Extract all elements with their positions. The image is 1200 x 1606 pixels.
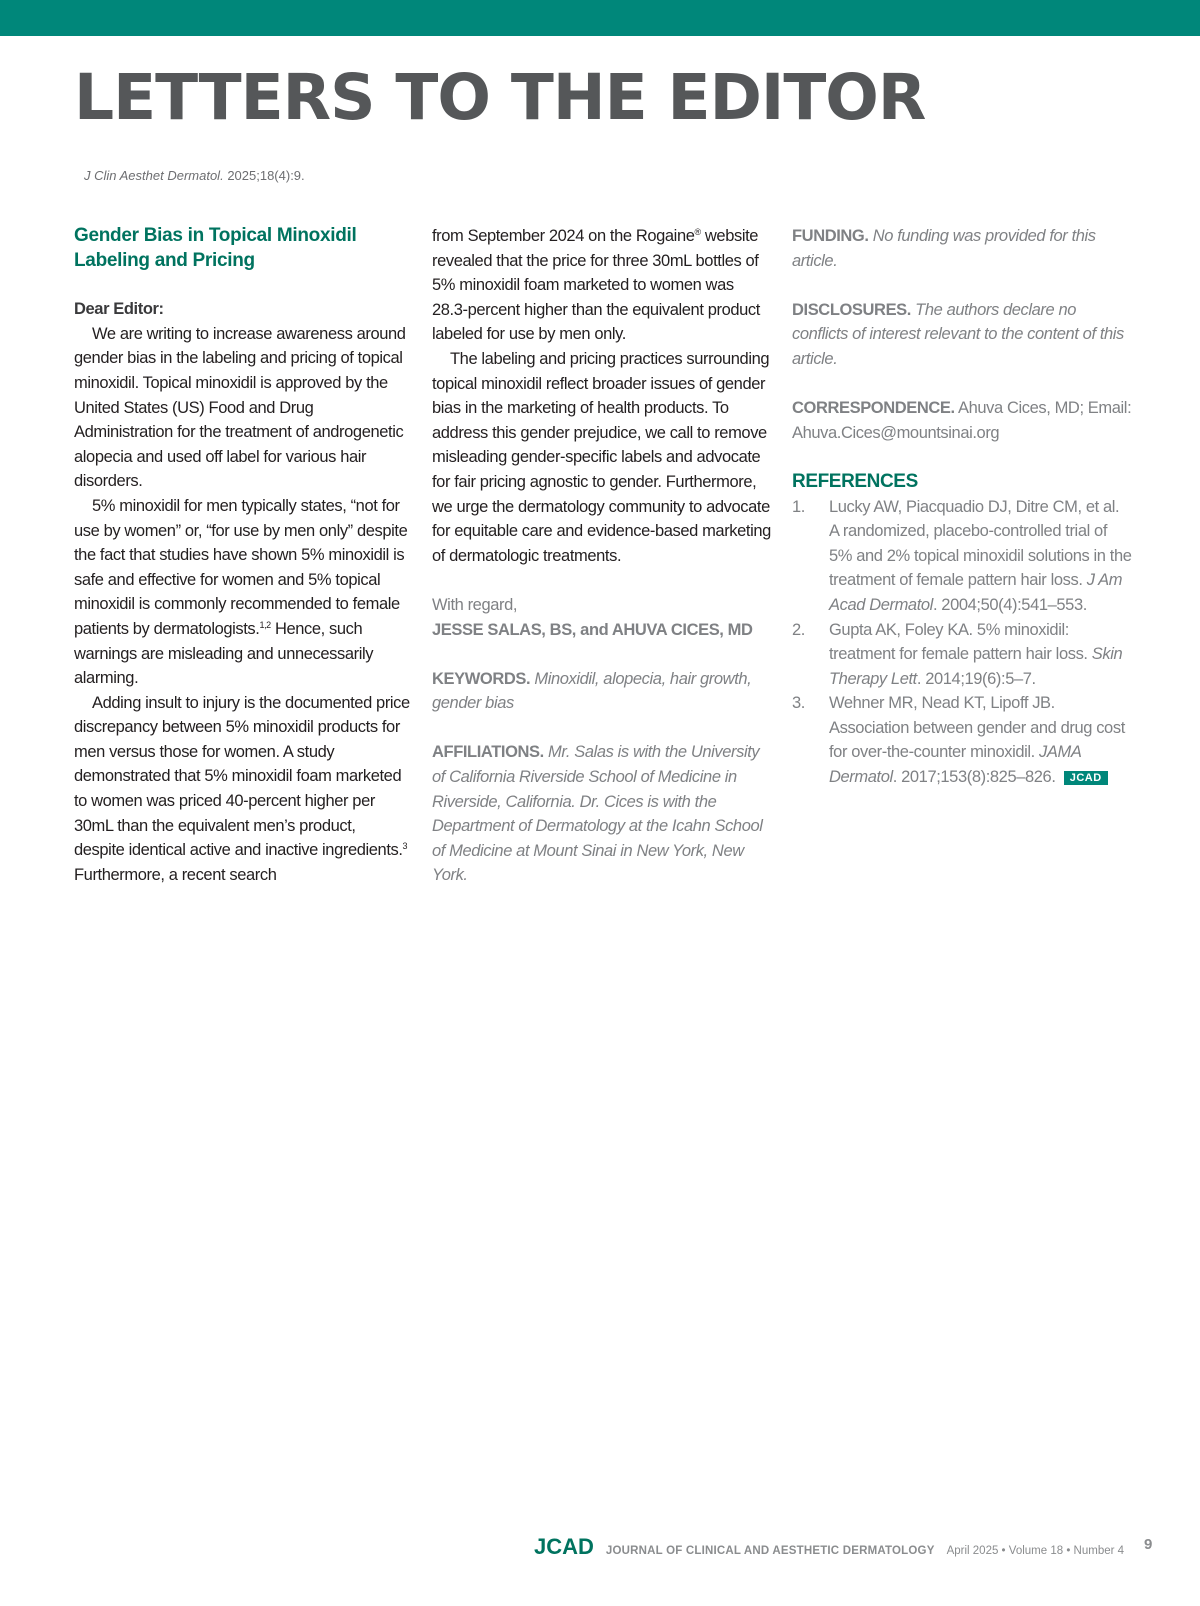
disclosures [792, 298, 1132, 372]
column-3 [792, 224, 1132, 790]
correspondence-label: CORRESPONDENCE. [792, 399, 955, 418]
reference-journal: J Am Acad Dermatol [829, 571, 1123, 614]
affiliations-text: Mr. Salas is with the University of California Riverside School of Medicine in Riverside, California. Dr. Cices is with the Department of Dermatology at the Icahn School of Medicine at Mount Sinai in New York, New York. [432, 743, 763, 885]
keywords [432, 667, 772, 716]
reference-item [792, 618, 1132, 692]
salutation: Dear Editor: [74, 300, 164, 319]
footer [534, 1534, 1124, 1560]
citation [84, 168, 305, 183]
top-accent-bar [0, 0, 1200, 36]
paragraph-2-text-end: Hence, such warnings are misleading and unnecessarily alarming. [74, 619, 374, 688]
footer-journal-name: JOURNAL OF CLINICAL AND AESTHETIC DERMATOLOGY [605, 1545, 935, 1557]
closing: With regard, [432, 595, 518, 614]
citation-journal: J Clin Aesthet Dermatol. [84, 168, 224, 183]
disclosures-label: DISCLOSURES. [792, 300, 911, 319]
funding-label: FUNDING. [792, 227, 869, 245]
paragraph-3-text: Adding insult to injury is the documented price discrepancy between 5% minoxidil products for men versus those for women. A study demonstrated that 5% minoxidil foam marketed to women was priced 40-percent higher per 30mL than the equivalent men’s product, despite identical active and inactive ingredients. [74, 693, 410, 860]
reference-journal: JAMA Dermatol [829, 743, 1081, 787]
citation-superscript: 1,2 [259, 619, 271, 630]
affiliations [432, 740, 772, 888]
paragraph-3-continued-text: from September 2024 on the Rogaine [432, 227, 695, 245]
page-number: 9 [1144, 1536, 1153, 1553]
paragraph-3-text-end: Furthermore, a recent search [74, 865, 277, 884]
paragraph-3-continued-text-end: website revealed that the price for three 30mL bottles of 5% minoxidil foam marketed to women was 28.3-percent higher than the equivalent product labeled for use by men only. [432, 227, 760, 344]
signers: JESSE SALAS, BS, and AHUVA CICES, MD [432, 620, 753, 639]
correspondence [792, 396, 1132, 445]
paragraph-1: We are writing to increase awareness around gender bias in the labeling and pricing of topical minoxidil. Topical minoxidil is approved by the United States (US) Food and Drug Administration for the treatment of androgenetic alopecia and used off label for various hair disorders. [74, 324, 406, 491]
funding [792, 224, 1132, 273]
reference-number: 2. [792, 620, 805, 639]
affiliations-label: AFFILIATIONS. [432, 743, 544, 762]
reference-number: 1. [792, 497, 805, 516]
paragraph-2 [74, 494, 410, 691]
references-list [792, 495, 1132, 790]
jcad-badge[interactable]: JCAD [1064, 771, 1108, 785]
article-title: Gender Bias in Topical Minoxidil Labeling and Pricing [74, 225, 357, 271]
reference-text: Lucky AW, Piacquadio DJ, Ditre CM, et al. A randomized, placebo-controlled trial of 5% and 2% topical minoxidil solutions in the treatment of female pattern hair loss. J Am Acad Dermatol. 2004;50(4):541–553. [829, 497, 1132, 614]
reference-number: 3. [792, 694, 805, 713]
column-1 [74, 224, 410, 887]
keywords-label: KEYWORDS. [432, 669, 531, 688]
paragraph-2-text: 5% minoxidil for men typically states, “not for use by women” or, “for use by men only” despite the fact that studies have shown 5% minoxidil is safe and effective for women and 5% topical minoxidil is commonly recommended to female patients by dermatologists. [74, 496, 408, 638]
paragraph-3-continued [432, 224, 772, 347]
citation-superscript: 3 [402, 841, 408, 852]
reference-text: Wehner MR, Nead KT, Lipoff JB. Association between gender and drug cost for over-the-counter minoxidil. JAMA Dermatol. 2017;153(8):825–826. JCAD [829, 694, 1125, 787]
page-title: LETTERS TO THE EDITOR [74, 61, 926, 134]
footer-logo: JCAD [534, 1534, 594, 1559]
paragraph-3 [74, 691, 410, 888]
registered-mark: ® [694, 227, 701, 237]
paragraph-4: The labeling and pricing practices surrounding topical minoxidil reflect broader issues of gender bias in the marketing of health products. To address this gender prejudice, we call to remove misleading gender-specific labels and advocate for fair pricing agnostic to gender. Furthermore, we urge the dermatology community to advocate for equitable care and evidence-based marketing of dermatologic treatments. [432, 349, 771, 565]
reference-item [792, 691, 1132, 789]
reference-item [792, 495, 1132, 618]
keywords-text: Minoxidil, alopecia, hair growth, gender bias [432, 669, 752, 713]
reference-text: Gupta AK, Foley KA. 5% minoxidil: treatment for female pattern hair loss. Skin Therapy Lett. 2014;19(6):5–7. [829, 620, 1123, 688]
references-heading: REFERENCES [792, 470, 918, 492]
correspondence-text: Ahuva Cices, MD; Email: Ahuva.Cices@mountsinai.org [792, 399, 1132, 442]
disclosures-text: The authors declare no conflicts of interest relevant to the content of this article. [792, 300, 1124, 368]
citation-details: 2025;18(4):9. [227, 168, 305, 183]
reference-journal: Skin Therapy Lett [829, 645, 1123, 688]
footer-issue: April 2025 • Volume 18 • Number 4 [946, 1545, 1125, 1557]
column-2 [432, 224, 772, 888]
funding-text: No funding was provided for this article. [792, 227, 1096, 270]
